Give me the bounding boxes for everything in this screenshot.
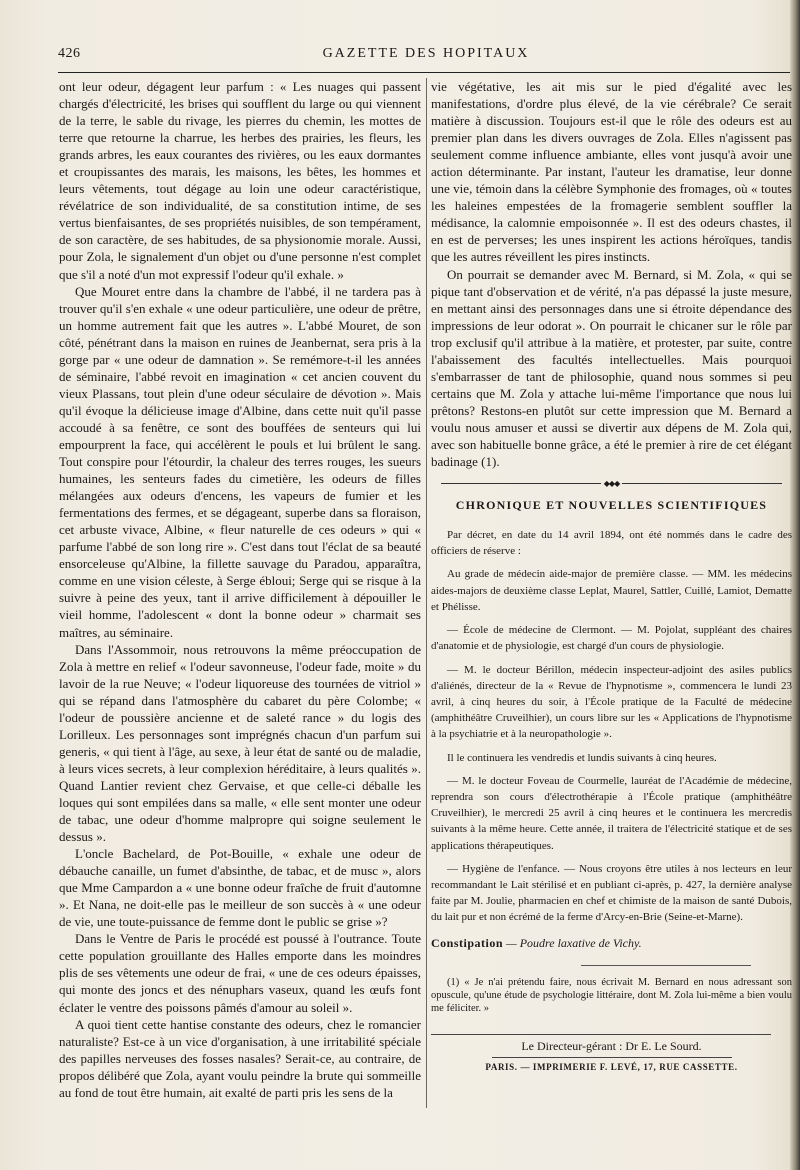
editor-rule	[492, 1057, 732, 1058]
right-column	[431, 78, 792, 1072]
printer-line: PARIS. — IMPRIMERIE F. LEVÉ, 17, RUE CASSETTE.	[485, 1061, 738, 1072]
paragraph: Dans le Ventre de Paris le procédé est poussé à l'outrance. Toute cette population grouillante des Halles emporte dans les moindres plis de ses vêtements une odeur de frai, « une de ces odeurs épaisses, qui monte des joncs et des nénuphars vaseux, quand les œufs font éclater le ventre des poissons pâmés d'amour au soleil ».	[59, 931, 421, 1015]
section-heading: CHRONIQUE ET NOUVELLES SCIENTIFIQUES	[455, 498, 768, 513]
section-ornament	[431, 474, 792, 492]
paragraph: ont leur odeur, dégagent leur parfum : « Les nuages qui passent chargés d'électricité, les brises qui soufflent du large ou qui viennent de la terre, le sable du rivage, les pierres du chemin, les mottes de terre que retourne la charrue, les herbes des prairies, les fleurs, les grands arbres, les eaux courantes des rivières, ou les eaux dormantes et croupissantes des marais, les maisons, les bêtes, les hommes et leurs vêtements, tout dégage au loin une odeur caractéristique, révélatrice de son individualité, de sa constitution intime, de ses vertus bienfaisantes, de ses propriétés nuisibles, de son tempérament, de son caractère, de ses habitudes, de sa physionomie morale. Aussi, pour Zola, le signalement d'un objet ou d'une personne n'est complet que s'il a noté d'un mot expressif l'odeur qu'il exhale. »	[59, 79, 421, 282]
news-section	[431, 527, 792, 925]
left-column	[59, 78, 421, 1101]
paragraph: Que Mouret entre dans la chambre de l'abbé, il ne tardera pas à trouver qu'il s'en exhale « une odeur particulière, une odeur de prêtre, un homme autrement fait que les autres ». L'abbé Mouret, de son côté, pénétrant dans la maison en ruines de Jeanbernat, sera pris à la gorge par « une odeur de damnation ». Se remémore-t-il les années de séminaire, l'abbé revoit en imagination « cet ancien couvent du vieux Plassans, tout plein d'une odeur séculaire de dévotion ». Mais qu'il évoque la délicieuse image d'Albine, dans cette nuit qu'il passe accoudé à sa fenêtre, ce sont des bouffées de senteurs qui lui empourprent la face, qui accélèrent le pouls et lui brûlent le sang. Tout conspire pour l'étourdir, la chaleur des terres rouges, les sueurs humaines, les senteurs fades du cimetière, les odeurs de filles mélangées aux odeurs d'encens, les vapeurs de fumier et les fermentations des fermes, et se dégageant, superbe dans sa floraison, cet arbuste vivace, Albine, « fleur naturelle de ces odeurs » qui « parfume l'abbé de son long rire ». C'est dans tout l'éclat de sa beauté ensorceleuse qu'Albine, la fillette sauvage du Paradou, apparaîtra, comme en une vision céleste, à Serge ébloui; Serge qui se risque à la suivre à peine des yeux, tant il arrive difficilement à dépouiller le vieil homme, l'adolescent « dont la bonne odeur » charmait ses maîtres, au séminaire.	[59, 283, 421, 640]
ornament-line	[622, 483, 782, 484]
news-item: Au grade de médecin aide-major de première classe. — MM. les médecins aides-majors de deuxième classe Leplat, Maurel, Sattler, Cuillé, Lamiot, Dematte et Phélisse.	[431, 568, 792, 613]
page-header	[58, 44, 794, 68]
footnote-rule	[581, 965, 751, 966]
paragraph: On pourrait se demander avec M. Bernard, si M. Zola, « qui se pique tant d'observation et de vérité, n'a pas dépassé la juste mesure, en mettant ainsi des personnages dans une si étroite dépendance des impressions de leur odorat ». On pourrait le chicaner sur le rôle par trop exclusif qu'il attribue à la matière, et protester, par suite, contre l'abaissement des facultés intellectuelles. Mais pourquoi s'embarrasser de tant de philosophie, quand nous sommes si peu certains que M. Zola y attache lui-même l'importance que nous lui prêtons? Restons-en plutôt sur cette impression que M. Bernard a voulu nous amuser et aussi se divertir aux dépens de M. Zola qui, avec son habituelle bonne grâce, a été le premier à rire de cet élégant badinage (1).	[431, 266, 792, 470]
ornament-glyph: ◆◆◆	[603, 478, 620, 488]
editor-line: Le Directeur-gérant : Dr E. Le Sourd.	[521, 1038, 702, 1053]
journal-title: GAZETTE DES HOPITAUX	[322, 46, 530, 61]
news-item: Il le continuera les vendredis et lundis suivants à cinq heures.	[447, 751, 717, 764]
column-divider	[426, 78, 427, 1108]
paragraph: A quoi tient cette hantise constante des odeurs, chez le romancier naturaliste? Est-ce à un vice d'organisation, à une irritabilité spéciale des papilles nerveuses des fosses nasales? Serait-ce, au contraire, de propos délibéré que Zola, ayant voulu peindre la brute qui sommeille au fond de tout être humain, ait exalté de parti pris les sens de la	[59, 1016, 421, 1100]
news-item: — École de médecine de Clermont. — M. Pojolat, suppléant des chaires d'anatomie et de physiologie, est chargé d'un cours de physiologie.	[431, 624, 792, 653]
news-item: Par décret, en date du 14 avril 1894, ont été nommés dans le cadre des officiers de réserve :	[431, 529, 792, 558]
paragraph: vie végétative, les ait mis sur le pied d'égalité avec les manifestations, d'ordre plus élevé, de la vie cérébrale? Ce serait matière à discussion. Toujours est-il que le rôle des odeurs est au premier plan dans les divers ouvrages de Zola. Elles n'agissent pas seulement comme influence ambiante, elles vont jusqu'à avoir une action déterminante. Par instant, l'auteur les dramatise, leur donne une vie, témoin dans la célèbre Symphonie des fromages, où « toutes les haleines empestées de la fromagerie semblent souffler la médisance, la calomnie empoisonnée ». Il est des odeurs chastes, il en est de perverses; les unes inspirent les actions héroïques, tandis que les autres réveillent les pires instincts.	[431, 79, 792, 265]
advertisement-text: — Poudre laxative de Vichy.	[506, 935, 642, 950]
news-item: — Hygiène de l'enfance. — Nous croyons être utiles à nos lecteurs en leur recommandant le Lait stérilisé et en publiant ci-après, p. 427, la dernière analyse faite par M. Joulie, pharmacien en chef et chimiste de la maison de santé Dubois, du lait pur et non écrémé de la ferme d'Arcy-en-Brie (Seine-et-Marne).	[431, 862, 792, 924]
separator-rule	[431, 1034, 771, 1035]
footnote: (1) « Je n'ai prétendu faire, nous écrivait M. Bernard en nous adressant son opuscule, qu'une étude de psychologie littéraire, dont M. Zola lui-même a bien voulu me féliciter. »	[431, 976, 792, 1015]
header-rule	[58, 72, 790, 73]
paragraph: Dans l'Assommoir, nous retrouvons la même préoccupation de Zola à mettre en relief « l'odeur savonneuse, l'odeur fade, moite » du lavoir de la rue Neuve; « l'odeur liquoreuse des tournées de vitriol » qui se répand dans l'atmosphère du cabaret du père Colombe; « l'odeur de poussière ancienne et de saleté rance » du logis des Lorilleux. Les personnages sont imprégnés chacun d'un parfum sui generis, « qui tient à l'âge, au sexe, à leur état de santé ou de maladie, à leurs vices secrets, à leur complexion héréditaire, à leurs qualités ». Quand Lantier revient chez Gervaise, et que celle-ci déballe les loques qui sont empilées dans sa malle, « elle sent monter une odeur de tabac, une odeur d'homme malpropre qui soigne seulement le dessus ».	[59, 641, 421, 845]
page-number: 426	[58, 46, 81, 61]
advertisement-line	[431, 936, 792, 951]
news-item: — M. le docteur Bérillon, médecin inspecteur-adjoint des asiles publics d'aliénés, directeur de la « Revue de l'hypnotisme », commencera le lundi 23 avril, à cinq heures du soir, à l'École pratique de la Faculté de médecine (amphithéâtre Cruveilhier), un cours libre sur les « Applications de l'hypnotisme à la psychiatrie et à la neuropathologie ».	[431, 663, 792, 741]
news-item: — M. le docteur Foveau de Courmelle, lauréat de l'Académie de médecine, reprendra son cours d'électrothérapie à l'École pratique (amphithéâtre Cruveilhier), le mercredi 25 avril à cinq heures et le continuera les mercredis suivants à la même heure. Cette année, il traitera de l'électricité statique et de ses applications thérapeutiques.	[431, 774, 792, 852]
ornament-line	[441, 483, 601, 484]
paragraph: L'oncle Bachelard, de Pot-Bouille, « exhale une odeur de débauche canaille, un fumet d'absinthe, de tabac, et de musc », alors que Mme Campardon a « une bonne odeur fraîche de fruit d'automne ». Et Nana, ne doit-elle pas le meilleur de son succès à « une odeur de vie, une toute-puissance de femme dont le public se grise »?	[59, 846, 421, 930]
advertisement-label: Constipation	[431, 935, 504, 950]
